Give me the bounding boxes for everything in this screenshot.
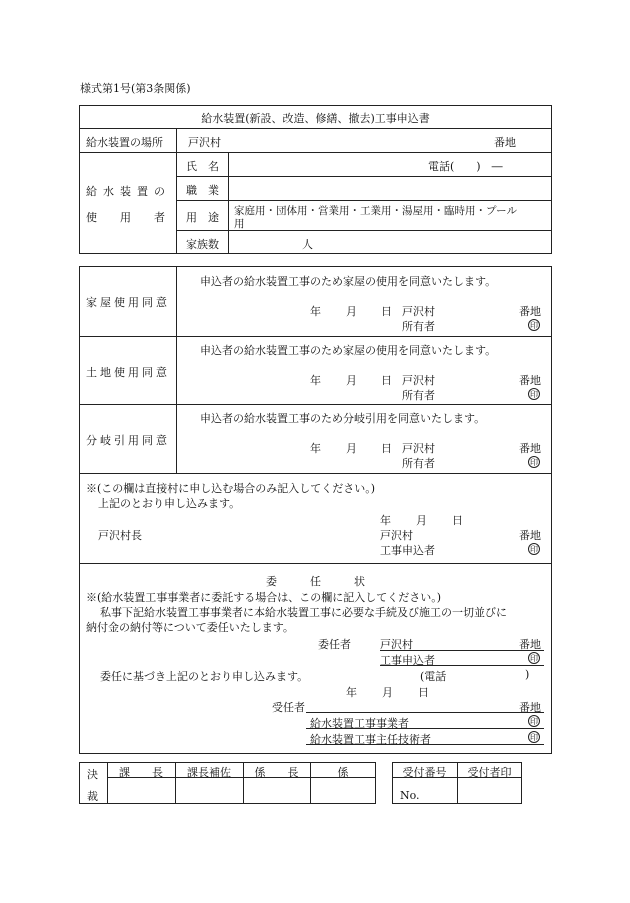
- decision-bottom: 裁: [87, 790, 98, 803]
- consent-banchi: 番地: [519, 374, 541, 387]
- village-mayor: 戸沢村長: [98, 529, 142, 542]
- consent-banchi: 番地: [519, 305, 541, 318]
- usage-options-line1: 家庭用・団体用・営業用・工業用・湯屋用・臨時用・プール: [234, 205, 517, 217]
- header-section-chief: 課 長: [119, 766, 163, 779]
- proxy-day: 日: [418, 686, 429, 699]
- direct-village: 戸沢村: [380, 529, 413, 542]
- consent-text-land: 申込者の給水装置工事のため家屋の使用を同意いたします。: [200, 344, 497, 357]
- seal-icon: 印: [530, 733, 538, 742]
- header-staff: 係: [337, 766, 349, 779]
- consent-village: 戸沢村: [402, 374, 435, 387]
- occupation-label: 職 業: [186, 184, 219, 197]
- consent-month: 月: [346, 305, 357, 318]
- header-assistant-chief: 課長補佐: [187, 766, 231, 779]
- receipt-seal-label: 受付者印: [467, 766, 512, 779]
- proxy-body-line2: 納付金の納付等について委任いたします。: [86, 621, 294, 634]
- form-title: 給水装置(新設、改造、修繕、撤去)工事申込書: [201, 112, 430, 125]
- seal-icon: 印: [530, 654, 538, 663]
- consent-day: 日: [381, 374, 392, 387]
- consent-year: 年: [310, 374, 321, 387]
- consent-owner: 所有者: [402, 320, 435, 333]
- name-label: 氏 名: [186, 160, 219, 173]
- consent-day: 日: [381, 305, 392, 318]
- consent-village: 戸沢村: [402, 442, 435, 455]
- delegated-phone: (電話: [420, 670, 447, 683]
- location-label: 給水装置の場所: [86, 136, 163, 149]
- contractor-label: 給水装置工事事業者: [310, 717, 409, 730]
- direct-text: 上記のとおり申し込みます。: [98, 497, 241, 510]
- delegator-label: 委任者: [318, 638, 351, 651]
- delegator-banchi: 番地: [519, 638, 541, 651]
- consent-year: 年: [310, 442, 321, 455]
- consent-label-branch: 分岐引用同意: [86, 434, 170, 447]
- delegator-village: 戸沢村: [380, 638, 413, 651]
- proxy-month: 月: [382, 686, 393, 699]
- user-label-line2: 使 用 者: [86, 211, 171, 224]
- delegator-applicant: 工事申込者: [380, 654, 435, 667]
- receipt-no-label: No.: [400, 789, 420, 802]
- direct-note: ※(この欄は直接村に申し込む場合のみ記入してください。): [86, 482, 376, 495]
- seal-icon: 印: [530, 458, 538, 467]
- consent-owner: 所有者: [402, 457, 435, 470]
- engineer-label: 給水装置工事主任技術者: [310, 733, 431, 746]
- consent-banchi: 番地: [519, 442, 541, 455]
- delegatee-label: 受任者: [272, 701, 305, 714]
- proxy-title: 委 任 状: [266, 575, 365, 588]
- location-banchi: 番地: [494, 136, 516, 149]
- seal-icon: 印: [530, 321, 538, 330]
- usage-label: 用 途: [186, 211, 219, 224]
- family-label: 家族数: [186, 238, 219, 251]
- decision-top: 決: [87, 768, 98, 781]
- proxy-year: 年: [346, 686, 357, 699]
- receipt-number-label: 受付番号: [402, 766, 447, 779]
- seal-icon: 印: [530, 717, 538, 726]
- location-village: 戸沢村: [188, 136, 221, 149]
- header-subsection-chief: 係 長: [254, 766, 299, 779]
- form-number: 様式第1号(第3条関係): [80, 82, 191, 95]
- consent-label-land: 土地使用同意: [86, 366, 170, 379]
- consent-owner: 所有者: [402, 389, 435, 402]
- phone-field: 電話( ) ―: [428, 160, 503, 173]
- proxy-body-line1: 私事下記給水装置工事事業者に本給水装置工事に必要な手続及び施工の一切並びに: [100, 606, 507, 619]
- delegatee-banchi: 番地: [519, 701, 541, 714]
- consent-text-branch: 申込者の給水装置工事のため分岐引用を同意いたします。: [200, 412, 486, 425]
- seal-icon: 印: [530, 545, 538, 554]
- seal-icon: 印: [530, 390, 538, 399]
- consent-year: 年: [310, 305, 321, 318]
- delegated-phone-close: ): [525, 668, 530, 681]
- direct-year: 年: [380, 514, 391, 527]
- direct-day: 日: [452, 514, 463, 527]
- consent-month: 月: [346, 442, 357, 455]
- consent-day: 日: [381, 442, 392, 455]
- consent-village: 戸沢村: [402, 305, 435, 318]
- direct-applicant: 工事申込者: [380, 544, 435, 557]
- consent-text-house: 申込者の給水装置工事のため家屋の使用を同意いたします。: [200, 275, 497, 288]
- family-unit: 人: [302, 238, 313, 251]
- direct-banchi: 番地: [519, 529, 541, 542]
- usage-options-line2: 用: [234, 218, 245, 230]
- consent-month: 月: [346, 374, 357, 387]
- proxy-note: ※(給水装置工事事業者に委託する場合は、この欄に記入してください。): [86, 591, 442, 604]
- direct-month: 月: [416, 514, 427, 527]
- consent-label-house: 家屋使用同意: [86, 296, 170, 309]
- delegated-text: 委任に基づき上記のとおり申し込みます。: [100, 670, 309, 683]
- user-label-line1: 給水装置の: [86, 185, 171, 198]
